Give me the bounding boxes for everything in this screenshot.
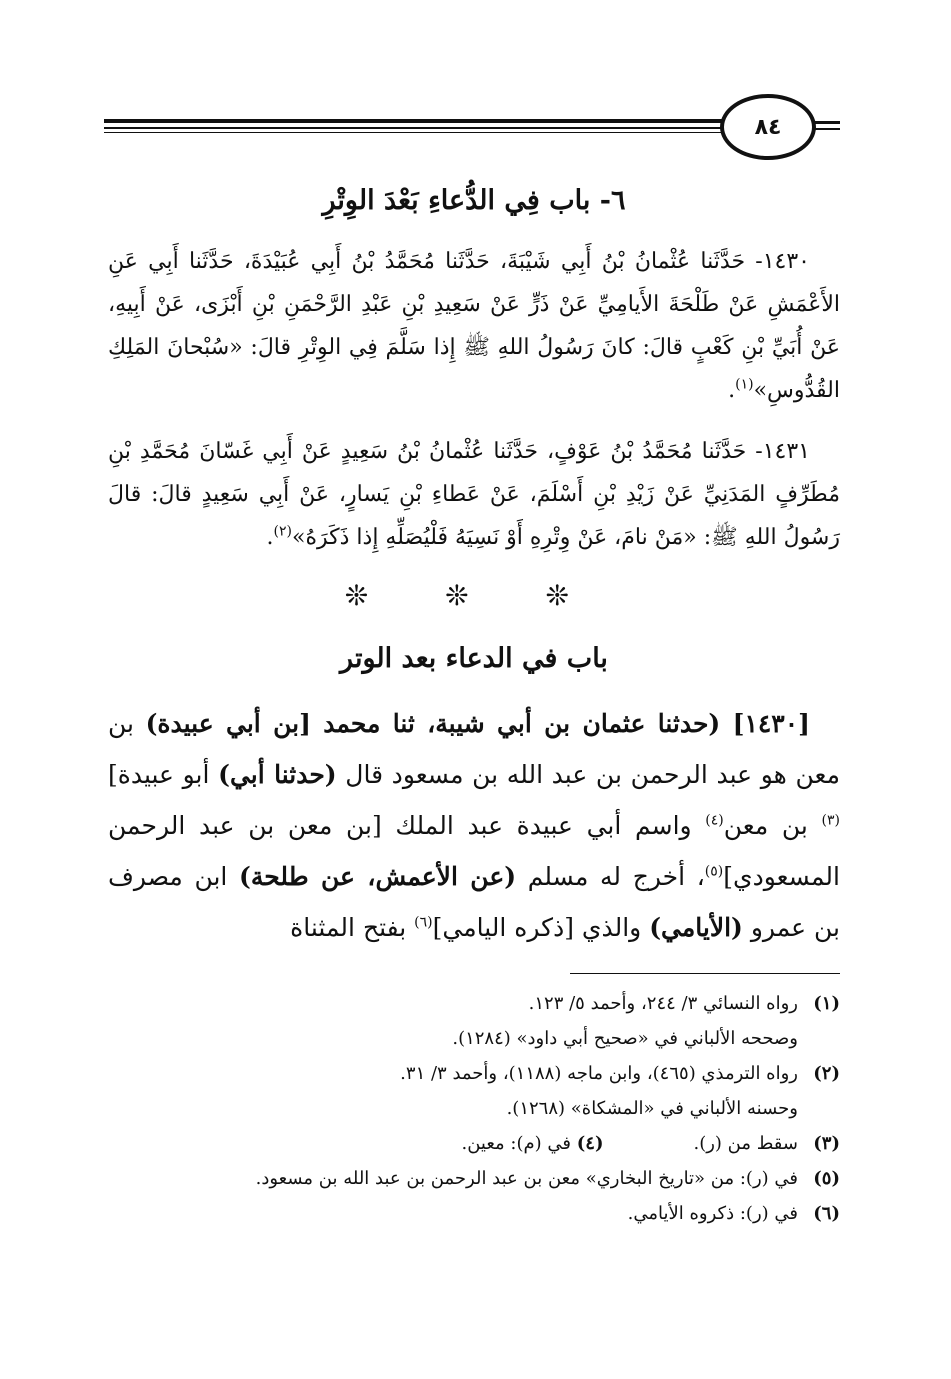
header-rule-right-top — [812, 121, 840, 124]
footnote-number: (٥) — [813, 1168, 840, 1189]
footnote-3-text: سقط من (ر). — [693, 1133, 798, 1154]
footnote-ref-1: (١) — [735, 376, 754, 393]
footnote-divider — [570, 973, 840, 974]
header-rule-thin — [104, 132, 724, 133]
footnote-4-text: في (م): معين. — [461, 1133, 571, 1154]
footnote-5 — [108, 1161, 840, 1196]
footnote-4-number: (٤) — [576, 1133, 604, 1154]
commentary-title: باب في الدعاء بعد الوتر — [340, 643, 608, 674]
commentary-text-5: ، أخرج له مسلم — [516, 862, 705, 891]
hadith-1431: ١٤٣١- حَدَّثَنا مُحَمَّدُ بْنُ عَوْفٍ، حَدَّثَنا عُثْمانُ بْنُ سَعِيدٍ عَنْ أَبِي غَسّانَ مُحَمَّدِ بْنِ مُطَرِّفٍ المَدَنِيِّ عَنْ زَيْدِ بْنِ أَسْلَمَ، عَنْ عَطاءِ بْنِ يَسارٍ، عَنْ أَبِي سَعِيدٍ قالَ: قالَ رَسُولُ اللهِ ﷺ: «مَنْ نامَ، عَنْ وِتْرِهِ أَوْ نَسِيَهُ فَلْيُصَلِّهِ إِذا ذَكَرَهُ»$^{(٢)}$. — [108, 439, 840, 550]
commentary-bold-3: (عن الأعمش، عن طلحة) — [239, 862, 517, 891]
commentary-text-3: بن معن — [723, 811, 822, 840]
commentary-bold-4: (الأيامي) — [649, 913, 743, 942]
footnote-ref-5: (٥) — [704, 863, 724, 880]
footnote-text — [108, 1126, 798, 1161]
footnote-ref-6: (٦) — [414, 914, 433, 931]
footnote-ref-4: (٤) — [705, 812, 724, 829]
header-rule-thick — [104, 119, 724, 123]
commentary-text-1: بن معن هو عبد الرحمن بن عبد الله بن مسعود قال — [108, 709, 840, 789]
commentary-text-6: ابن مصرف بن عمرو — [108, 862, 840, 942]
footnote-number: (٣) — [813, 1133, 840, 1154]
footnote-number: (١) — [813, 993, 840, 1014]
footnote-number: (٢) — [813, 1063, 840, 1084]
footnote-1 — [108, 986, 840, 1021]
commentary-text-7: والذي [ذكره اليامي] — [432, 913, 650, 942]
header-rule-right-bottom — [812, 128, 840, 130]
footnote-2 — [108, 1056, 840, 1091]
footnote-text: رواه الترمذي (٤٦٥)، وابن ماجه (١١٨٨)، وأحمد ٣/ ٣١. — [400, 1063, 798, 1084]
footnote-ref-3: (٣) — [821, 812, 841, 829]
footnote-6 — [108, 1196, 840, 1231]
page-number: ٨٤ — [720, 94, 816, 160]
hadith-1430: ١٤٣٠- حَدَّثَنا عُثْمانُ بْنُ أَبِي شَيْبَةَ، حَدَّثَنا مُحَمَّدُ بْنُ أَبِي عُبَيْدَةَ، حَدَّثَنا أَبِي عَنِ الأَعْمَشِ عَنْ طَلْحَةَ الأَيامِيِّ عَنْ ذَرٍّ عَنْ سَعِيدِ بْنِ عَبْدِ الرَّحْمَنِ بْنِ أَبْزَى، عَنْ أَبِيهِ، عَنْ أُبَيِّ بْنِ كَعْبٍ قالَ: كانَ رَسُولُ اللهِ ﷺ إِذا سَلَّمَ فِي الوِتْرِ قالَ: «سُبْحانَ المَلِكِ القُدُّوسِ»$^{(١)}$. — [108, 249, 840, 403]
hadith-1431-text: ١٤٣١- حَدَّثَنا مُحَمَّدُ بْنُ عَوْفٍ، حَدَّثَنا عُثْمانُ بْنُ سَعِيدٍ عَنْ أَبِي غَسّانَ مُحَمَّدِ بْنِ مُطَرِّفٍ المَدَنِيِّ عَنْ زَيْدِ بْنِ أَسْلَمَ، عَنْ عَطاءِ بْنِ يَسارٍ، عَنْ أَبِي سَعِيدٍ قالَ: قالَ رَسُولُ اللهِ ﷺ: «مَنْ نامَ، عَنْ وِتْرِهِ أَوْ نَسِيَهُ فَلْيُصَلِّهِ إِذا ذَكَرَهُ» — [108, 439, 840, 550]
chapter-title: ٦- باب فِي الدُّعاءِ بَعْدَ الوِتْرِ — [322, 185, 626, 216]
footnote-text: رواه النسائي ٣/ ٢٤٤، وأحمد ٥/ ١٢٣. — [528, 993, 798, 1014]
footnote-1-continued: وصححه الألباني في «صحيح أبي داود» (١٢٨٤). — [452, 1028, 798, 1049]
footnote-2-continued: وحسنه الألباني في «المشكاة» (١٢٦٨). — [506, 1098, 798, 1119]
section-separator: ❊ ❊ ❊ — [344, 579, 604, 612]
commentary-text-2: أبو عبيدة] — [108, 760, 219, 789]
commentary-bold-2: (حدثنا أبي) — [218, 760, 337, 789]
footnote-text: في (ر): من «تاريخ البخاري» معن بن عبد الرحمن بن عبد الله بن مسعود. — [255, 1168, 798, 1189]
footnotes — [108, 986, 840, 1231]
hadith-1430-text: ١٤٣٠- حَدَّثَنا عُثْمانُ بْنُ أَبِي شَيْبَةَ، حَدَّثَنا مُحَمَّدُ بْنُ أَبِي عُبَيْدَةَ، حَدَّثَنا أَبِي عَنِ الأَعْمَشِ عَنْ طَلْحَةَ الأَيامِيِّ عَنْ ذَرٍّ عَنْ سَعِيدِ بْنِ عَبْدِ الرَّحْمَنِ بْنِ أَبْزَى، عَنْ أَبِيهِ، عَنْ أُبَيِّ بْنِ كَعْبٍ قالَ: كانَ رَسُولُ اللهِ ﷺ إِذا سَلَّمَ فِي الوِتْرِ قالَ: «سُبْحانَ المَلِكِ القُدُّوسِ» — [108, 249, 840, 403]
header-rule-middle — [104, 127, 724, 129]
footnote-3-4 — [108, 1126, 840, 1161]
footnote-number: (٦) — [813, 1203, 840, 1224]
commentary-paragraph — [108, 698, 840, 953]
commentary-bold-1: [١٤٣٠] (حدثنا عثمان بن أبي شيبة، ثنا محمد [بن أبي عبيدة) — [145, 709, 811, 738]
footnote-text: في (ر): ذكروه الأيامي. — [627, 1203, 798, 1224]
commentary-text-8: بفتح المثناة — [290, 913, 415, 942]
commentary-text-4: واسم أبي عبيدة عبد الملك [بن معن بن عبد الرحمن المسعودي] — [108, 811, 840, 891]
footnote-ref-2: (٢) — [273, 523, 293, 540]
